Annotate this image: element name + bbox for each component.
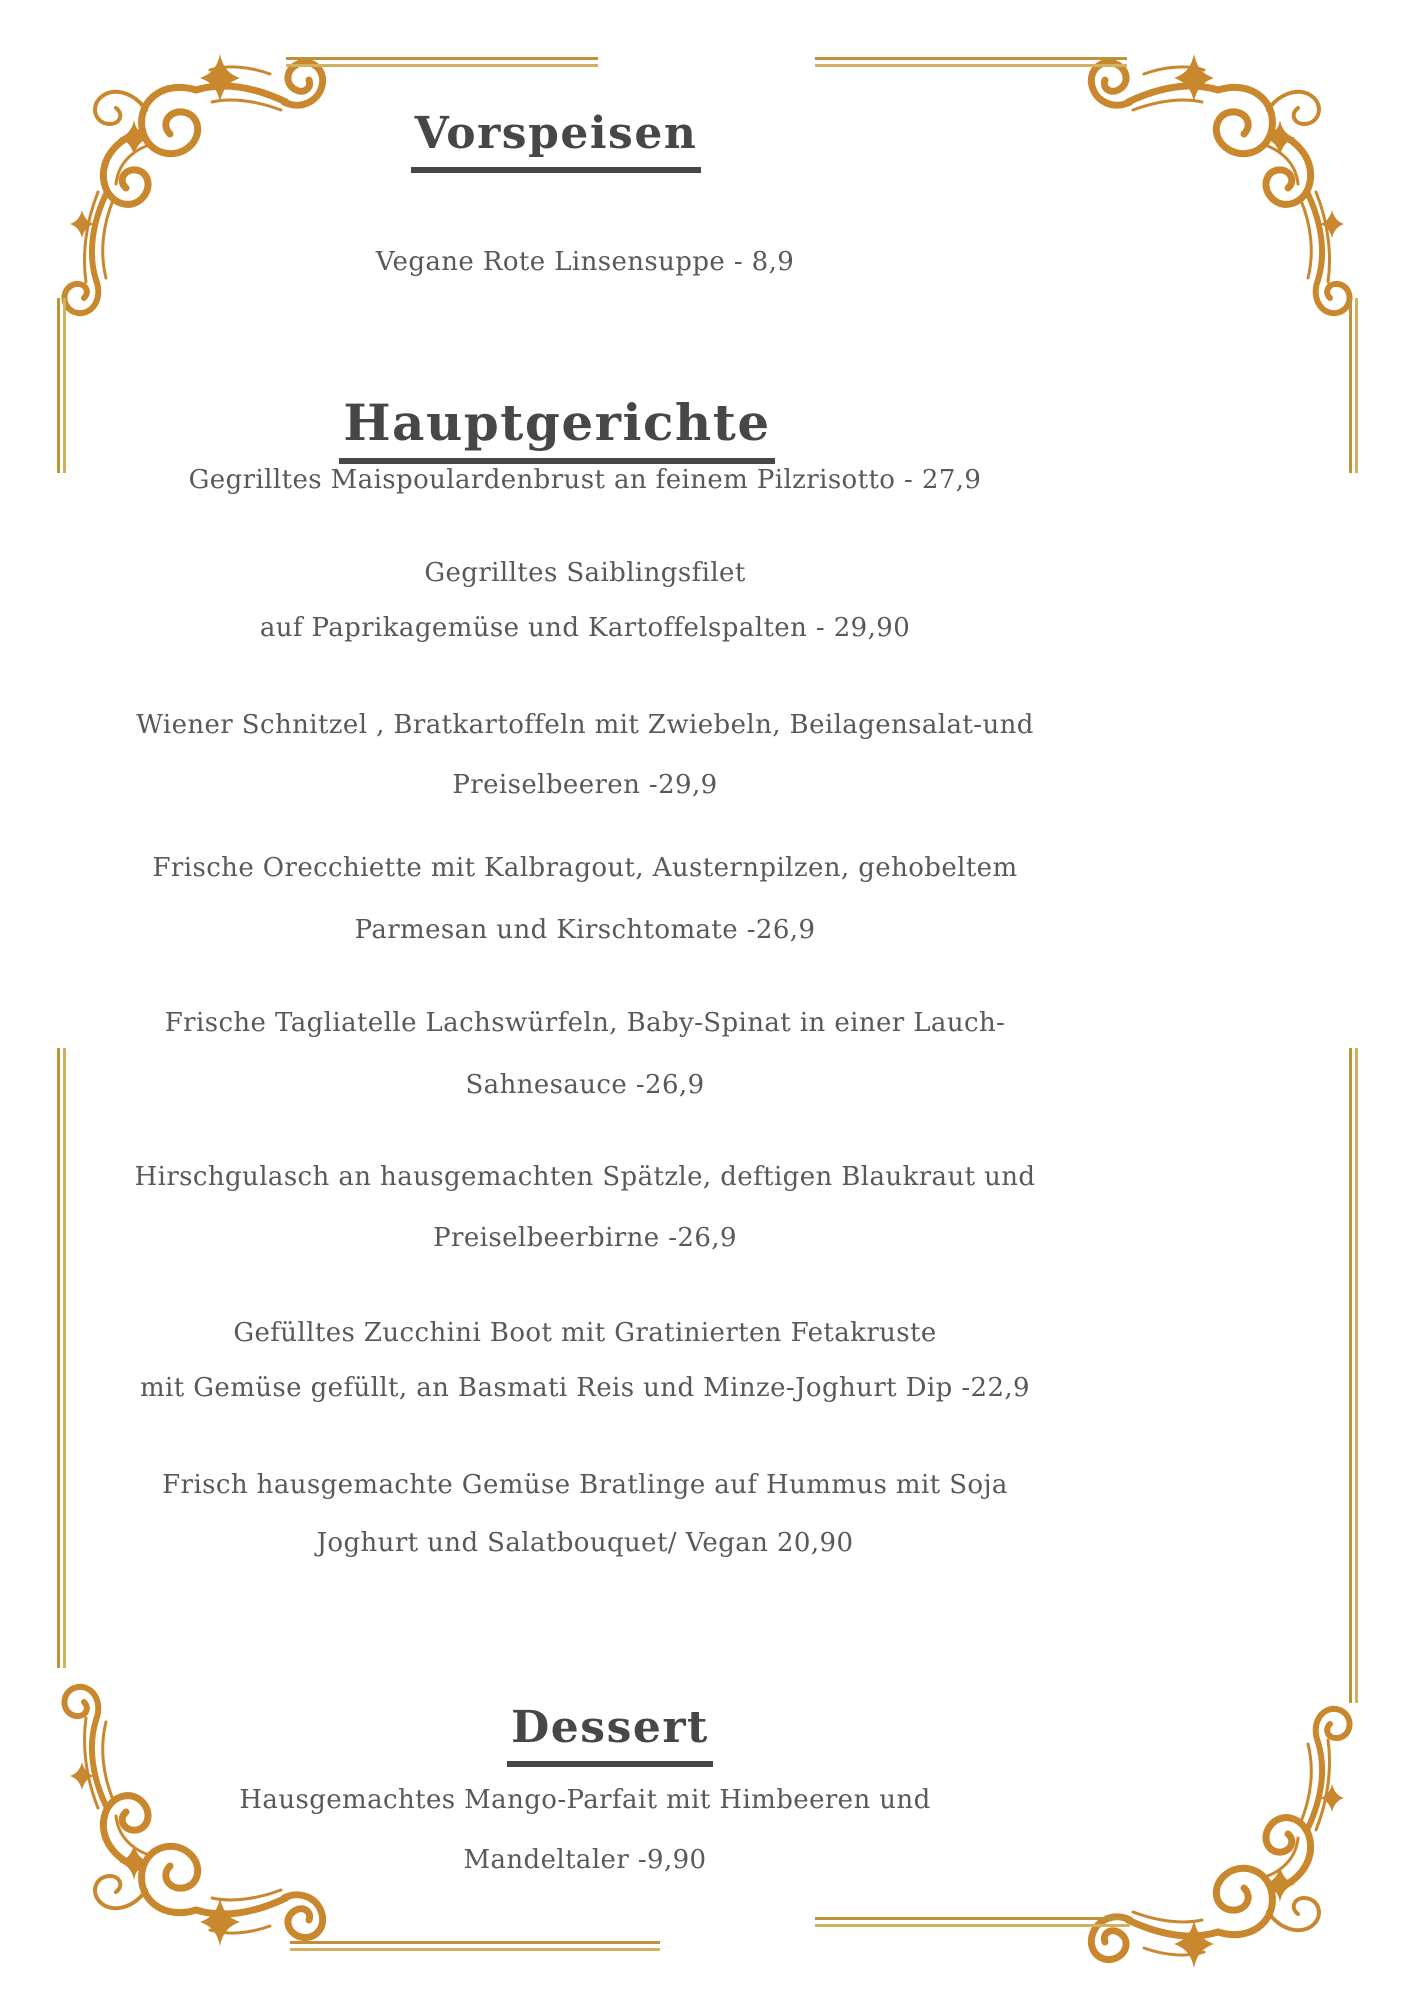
menu-item-line: Hirschgulasch an hausgemachten Spätzle, deftigen Blaukraut und — [134, 1162, 1036, 1192]
menu-item-line: Vegane Rote Linsensuppe - 8,9 — [375, 247, 795, 277]
border-line-right-upper — [1349, 298, 1358, 473]
menu-item-line: Frische Tagliatelle Lachswürfeln, Baby-Spinat in einer Lauch- — [164, 1008, 1006, 1038]
menu-item-line: Mandeltaler -9,90 — [463, 1845, 707, 1875]
menu-item-line: Hausgemachtes Mango-Parfait mit Himbeeren und — [239, 1785, 931, 1815]
section-title-hauptgerichte — [0, 394, 1142, 465]
menu-item-line: Preiselbeeren -29,9 — [452, 770, 718, 800]
border-line-right-lower — [1349, 1048, 1358, 1703]
section-title-dessert — [25, 1703, 1195, 1767]
menu-item-line: auf Paprikagemüse und Kartoffelspalten - 29,90 — [259, 613, 911, 643]
section-title-text: Dessert — [507, 1703, 713, 1767]
section-title-text: Hauptgerichte — [339, 394, 774, 465]
section-title-text: Vorspeisen — [411, 109, 702, 173]
menu-item-line: Frisch hausgemachte Gemüse Bratlinge auf Hummus mit Soja — [162, 1470, 1008, 1500]
menu-item-line: Wiener Schnitzel , Bratkartoffeln mit Zwiebeln, Beilagensalat-und — [136, 710, 1034, 740]
menu-item-line: Joghurt und Salatbouquet/ Vegan 20,90 — [316, 1528, 854, 1558]
menu-item-line: Gefülltes Zucchini Boot mit Gratinierten Fetakruste — [233, 1318, 937, 1348]
menu-item-line: Gegrilltes Maispoulardenbrust an feinem Pilzrisotto - 27,9 — [188, 465, 982, 495]
menu-item-line: mit Gemüse gefüllt, an Basmati Reis und Minze-Joghurt Dip -22,9 — [139, 1373, 1031, 1403]
section-title-vorspeisen — [0, 109, 1141, 173]
menu-item-line: Parmesan und Kirschtomate -26,9 — [354, 915, 816, 945]
menu-item-line: Preiselbeerbirne -26,9 — [433, 1223, 737, 1253]
menu-item-line: Frische Orecchiette mit Kalbragout, Austernpilzen, gehobeltem — [152, 853, 1018, 883]
menu-item-line: Gegrilltes Saiblingsfilet — [424, 558, 746, 588]
menu-item-line: Sahnesauce -26,9 — [465, 1070, 705, 1100]
